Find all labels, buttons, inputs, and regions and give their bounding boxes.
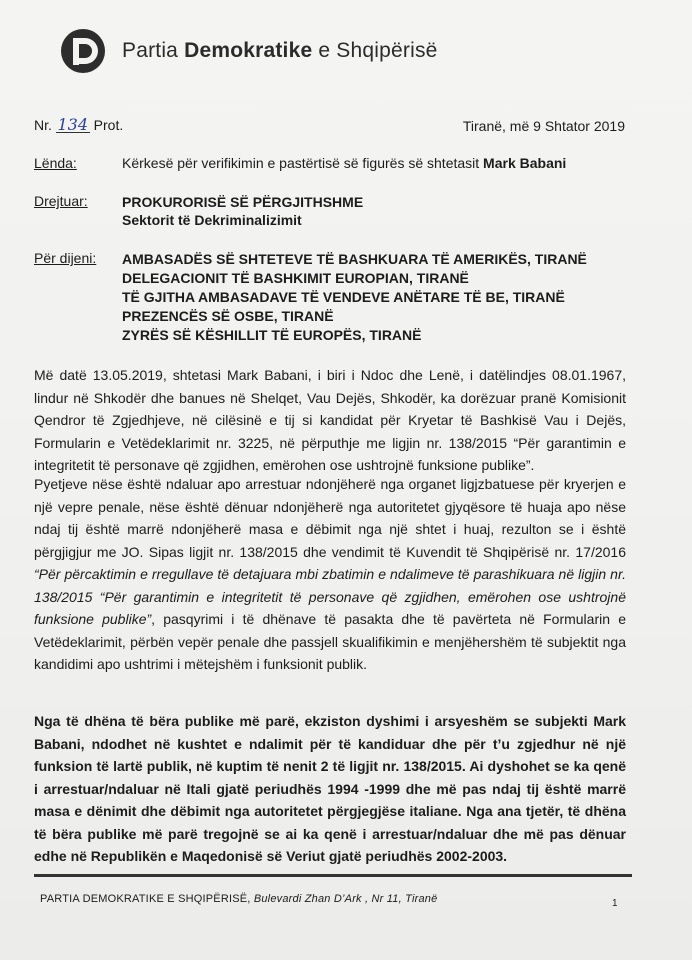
protocol-handwritten-number: 134 [57, 115, 89, 134]
party-name [122, 39, 438, 63]
addressed-label: Drejtuar: [34, 193, 88, 209]
subject-name: Mark Babani [483, 155, 567, 171]
party-name-bold: Demokratike [184, 39, 313, 62]
addressed-recipients [122, 193, 363, 229]
cc-line: TË GJITHA AMBASADAVE TË VENDEVE ANËTARE TË BE, TIRANË [122, 289, 565, 305]
addressed-line: PROKURORISË SË PËRGJITHSHME [122, 194, 364, 210]
paragraph-3: Nga të dhëna të bëra publike më parë, ekziston dyshimi i arsyeshëm se subjekti Mark Babani, ndodhet në kushtet e ndalimit për të kandiduar dhe për t’u zgjedhur në një funksion të lartë publik, në kuptim të nenit 2 të ligjit nr. 138/2015. Ai dyshohet se ka qenë i arrestuar/ndaluar në Itali gjatë periudhës 1994 -1999 dhe më pas ndaj tij është marrë masa e dënimit dhe dëbimit nga autoritetet përgjegjëse italiane. Nga ana tjetër, të dhëna të bëra publike më parë tregojnë se ai ka qenë i arrestuar/ndaluar dhe më pas dënuar edhe në Republikën e Maqedonisë së Veriut gjatë periudhës 2002-2003. [34, 713, 626, 864]
cc-line: PREZENCËS SË OSBE, TIRANË [122, 308, 334, 324]
letterhead [60, 28, 438, 74]
paragraph-2-italic: “Për përcaktimin e rregullave të detajuara mbi zbatimin e ndalimeve të parashikuara në ligjin nr. 138/2015 “Për garantimin e integritetit të personave që zgjidhen, emërohen ose ushtrojnë funksione publike” [34, 566, 626, 627]
cc-line: AMBASADËS SË SHTETEVE TË BASHKUARA TË AMERIKËS, TIRANË [122, 251, 587, 267]
cc-line: DELEGACIONIT TË BASHKIMIT EUROPIAN, TIRANË [122, 270, 469, 286]
footer [40, 893, 437, 905]
protocol-suffix: Prot. [93, 117, 124, 133]
cc-line: ZYRËS SË KËSHILLIT TË EUROPËS, TIRANË [122, 327, 422, 343]
party-name-part-1: Partia [122, 39, 185, 62]
footer-divider [34, 874, 632, 877]
page-number: 1 [612, 898, 618, 909]
party-name-part-2: e Shqipërisë [312, 39, 438, 62]
footer-address: Bulevardi Zhan D’Ark , Nr 11, Tiranë [253, 893, 438, 905]
subject-description: Kërkesë për verifikimin e pastërtisë së figurës së shtetasit [122, 155, 484, 171]
cc-label: Për dijeni: [34, 250, 97, 266]
pd-logo-icon [60, 28, 106, 74]
cc-recipients [122, 250, 587, 345]
paragraph-2 [34, 473, 626, 676]
paragraph-1: Më datë 13.05.2019, shtetasi Mark Babani, i biri i Ndoc dhe Lenë, i datëlindjes 08.01.1967, lindur në Shkodër dhe banues në Shelqet, Vau Dejës, Shkodër, ka dorëzuar pranë Komisionit Qendror të Zgjedhjeve, në cilësinë e tij si kandidat për Kryetar të Bashkisë Vau i Dejës, Formularin e Vetëdeklarimit nr. 3225, në përputhje me ligjin nr. 138/2015 “Për garantimin e integritetit të personave që zgjidhen, emërohen ose ushtrojnë funksione publike”. [34, 367, 626, 473]
paragraph-2-text-a: Pyetjeve nëse është ndaluar apo arrestuar ndonjëherë nga organet ligjzbatuese për kryerjen e një vepre penale, nëse është dënuar ndonjëherë nga autoritetet gjyqësore të huaja apo nëse ndaj tij është marrë ndonjëherë masa e dëbimit nga një shtet i huaj, rezulton se i është përgjigjur me JO. Sipas ligjit nr. 138/2015 dhe vendimit të Kuvendit të Shqipërisë nr. 17/2016 [34, 476, 626, 560]
protocol-prefix: Nr. [34, 117, 52, 133]
subject-text [122, 155, 566, 171]
footer-party: PARTIA DEMOKRATIKE E SHQIPËRISË, [40, 893, 254, 905]
paragraph-2-text-b: , pasqyrimi i të dhënave të pasakta dhe të pavërteta në Formularin e Vetëdeklarimit, përbën vepër penale dhe passjell skualifikimin e menjëhershëm të subjektit nga kandidimi apo ushtrimi i mëtejshëm i funksionit publik. [34, 611, 626, 672]
subject-label: Lënda: [34, 155, 77, 171]
letter-date: Tiranë, më 9 Shtator 2019 [462, 118, 625, 134]
protocol-number [34, 117, 123, 133]
addressed-line: Sektorit të Dekriminalizimit [122, 212, 302, 228]
